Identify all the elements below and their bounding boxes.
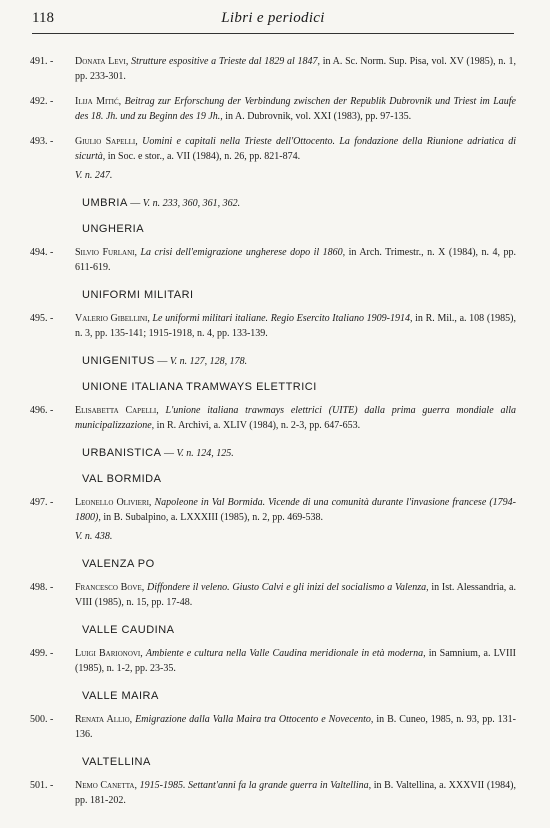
entry-author: Nemo Canetta,: [75, 780, 137, 791]
heading-cross-reference: V. n. 127, 128, 178.: [169, 356, 248, 367]
heading-cross-reference: V. n. 233, 360, 361, 362.: [142, 198, 241, 209]
entry-number: 501. -: [30, 780, 54, 791]
entry-title: L'unione italiana trawmays elettrici (UITE) dalla prima guerra mondiale alla municipalizzazione,: [75, 405, 516, 431]
entry-title: Napoleone in Val Bormida. Vicende di una comunità durante l'invasione francese (1794-1800),: [75, 497, 516, 523]
section-heading: [30, 381, 516, 393]
heading-label: URBANISTICA: [82, 447, 162, 459]
entry-citation: in Soc. e stor., a. VII (1984), n. 26, pp. 821-874.: [105, 151, 301, 162]
heading-label: UNIONE ITALIANA TRAMWAYS ELETTRICI: [82, 381, 317, 393]
bibliography-entry: [30, 646, 516, 676]
page-number: 118: [32, 10, 54, 26]
entry-author: Renata Allio,: [75, 714, 133, 725]
entry-number: 499. -: [30, 648, 54, 659]
bibliography-entry: [30, 311, 516, 341]
bibliography-entry: [30, 54, 516, 84]
bibliography-list: [30, 54, 516, 818]
section-heading: [30, 447, 516, 459]
heading-label: VALLE MAIRA: [82, 690, 159, 702]
entry-title: Uomini e capitali nella Trieste dell'Ottocento. La fondazione della Riunione adriatica di sicurtà,: [75, 136, 516, 162]
heading-dash: —: [127, 198, 143, 209]
bibliography-entry: [30, 778, 516, 808]
bibliography-entry: [30, 245, 516, 275]
entry-citation: in R. Archivi, a. XLIV (1984), n. 2-3, pp. 647-653.: [154, 420, 361, 431]
section-heading: [30, 558, 516, 570]
entry-title: Strutture espositive a Trieste dal 1829 al 1847,: [131, 56, 320, 67]
entry-cross-reference: V. n. 438.: [75, 531, 113, 542]
entry-title: Emigrazione dalla Valla Maira tra Ottocento e Novecento,: [135, 714, 374, 725]
entry-number: 492. -: [30, 96, 54, 107]
entry-number: 494. -: [30, 247, 54, 258]
section-heading: [30, 473, 516, 485]
entry-author: Valerio Gibellini,: [75, 313, 150, 324]
section-heading: [30, 355, 516, 367]
entry-number: 493. -: [30, 136, 54, 147]
heading-label: VALENZA PO: [82, 558, 155, 570]
entry-citation: in R. Mil., a. 108 (1985), n. 3, pp. 135-141; 1915-1918, n. 4, pp. 133-139.: [75, 313, 517, 339]
entry-title: 1915-1985. Settant'anni fa la grande guerra in Valtellina,: [139, 780, 372, 791]
entry-number: 495. -: [30, 313, 54, 324]
section-heading: [30, 197, 516, 209]
section-heading: [30, 624, 516, 636]
entry-number: 500. -: [30, 714, 54, 725]
section-heading: [30, 690, 516, 702]
page-header: [32, 10, 514, 32]
heading-label: VAL BORMIDA: [82, 473, 162, 485]
section-heading: [30, 223, 516, 235]
entry-citation: in Samnium, a. LVIII (1985), n. 1-2, pp. 23-35.: [75, 648, 516, 674]
entry-title: Le uniformi militari italiane. Regio Esercito Italiano 1909-1914,: [152, 313, 413, 324]
entry-author: Francesco Bove,: [75, 582, 145, 593]
entry-citation: in A. Sc. Norm. Sup. Pisa, vol. XV (1985), n. 1, pp. 233-301.: [75, 56, 517, 82]
bibliography-entry: [30, 580, 516, 610]
entry-citation: in A. Dubrovnik, vol. XXI (1983), pp. 97-135.: [222, 111, 412, 122]
section-heading: [30, 289, 516, 301]
entry-citation: in Ist. Alessandria, a. VIII (1985), n. 15, pp. 17-48.: [75, 582, 516, 608]
entry-author: Silvio Furlani,: [75, 247, 137, 258]
running-title: Libri e periodici: [221, 10, 325, 26]
header-rule: [32, 33, 514, 34]
heading-label: UMBRIA: [82, 197, 128, 209]
bibliography-entry: [30, 495, 516, 544]
entry-citation: in B. Subalpino, a. LXXXIII (1985), n. 2, pp. 469-538.: [100, 512, 324, 523]
entry-author: Ilija Mitić,: [75, 96, 122, 107]
heading-label: UNGHERIA: [82, 223, 145, 235]
bibliography-entry: [30, 94, 516, 124]
entry-number: 497. -: [30, 497, 54, 508]
heading-label: VALLE CAUDINA: [82, 624, 175, 636]
entry-title: Ambiente e cultura nella Valle Caudina meridionale in età moderna,: [145, 648, 426, 659]
bibliography-entry: [30, 134, 516, 183]
entry-cross-reference: V. n. 247.: [75, 170, 113, 181]
entry-author: Elisabetta Capelli,: [75, 405, 159, 416]
entry-title: Diffondere il veleno. Giusto Calvi e gli inizi del socialismo a Valenza,: [146, 582, 429, 593]
heading-dash: —: [161, 448, 177, 459]
entry-author: Luigi Barionovi,: [75, 648, 143, 659]
heading-label: VALTELLINA: [82, 756, 151, 768]
entry-author: Leonello Olivieri,: [75, 497, 152, 508]
entry-citation: in B. Valtellina, a. XXXVII (1984), pp. 181-202.: [75, 780, 516, 806]
entry-number: 496. -: [30, 405, 54, 416]
heading-dash: —: [154, 356, 170, 367]
entry-number: 498. -: [30, 582, 54, 593]
entry-title: La crisi dell'emigrazione ungherese dopo il 1860,: [140, 247, 346, 258]
heading-label: UNIFORMI MILITARI: [82, 289, 194, 301]
entry-title: Beitrag zur Erforschung der Verbindung zwischen der Republik Dubrovnik und Triest im Laufe des 18. Jh. und zu Beginn des 19 Jh.,: [75, 96, 516, 122]
entry-citation: in Arch. Trimestr., n. X (1984), n. 4, pp. 611-619.: [75, 247, 516, 273]
section-heading: [30, 756, 516, 768]
bibliography-entry: [30, 712, 516, 742]
heading-cross-reference: V. n. 124, 125.: [176, 448, 234, 459]
entry-author: Donata Levi,: [75, 56, 129, 67]
entry-citation: in B. Cuneo, 1985, n. 93, pp. 131-136.: [75, 714, 516, 740]
heading-label: UNIGENITUS: [82, 355, 155, 367]
entry-author: Giulio Sapelli,: [75, 136, 138, 147]
entry-number: 491. -: [30, 56, 54, 67]
bibliography-entry: [30, 403, 516, 433]
